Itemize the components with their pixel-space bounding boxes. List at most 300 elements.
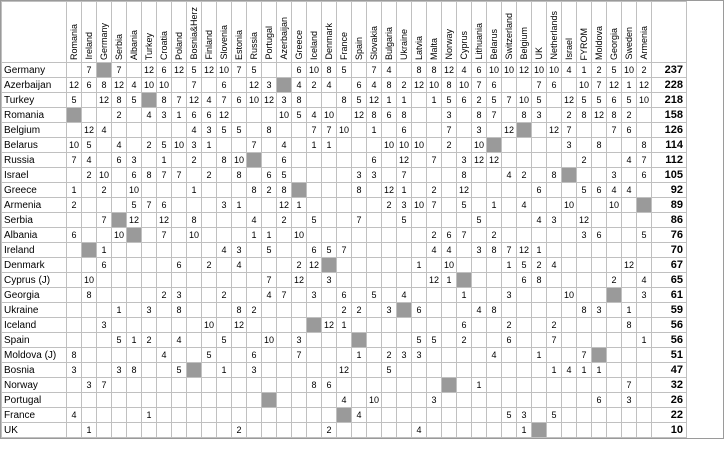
points-cell [127,108,142,123]
points-cell: 4 [337,393,352,408]
points-cell [322,153,337,168]
points-cell [322,198,337,213]
points-cell: 4 [457,63,472,78]
points-cell: 4 [157,348,172,363]
points-cell [532,363,547,378]
points-cell [202,243,217,258]
row-label: Cyprus (J) [2,273,67,288]
points-cell [307,348,322,363]
points-cell [397,228,412,243]
points-cell [307,303,322,318]
points-cell [532,378,547,393]
points-cell: 7 [472,78,487,93]
points-cell: 2 [592,63,607,78]
points-cell [412,378,427,393]
points-cell: 4 [607,183,622,198]
points-cell [217,183,232,198]
row-label: Moldova (J) [2,348,67,363]
points-cell [607,258,622,273]
points-cell: 7 [367,63,382,78]
points-cell: 6 [592,183,607,198]
points-cell [142,348,157,363]
points-cell [172,318,187,333]
points-cell: 7 [337,243,352,258]
points-cell [352,63,367,78]
points-cell: 8 [187,213,202,228]
row-label: Serbia [2,213,67,228]
points-cell [67,258,82,273]
points-cell [367,348,382,363]
row-label: Iceland [2,318,67,333]
points-cell [427,168,442,183]
points-cell: 12 [562,93,577,108]
points-cell: 4 [442,243,457,258]
row-total: 76 [652,228,687,243]
points-cell [277,393,292,408]
points-cell: 3 [592,303,607,318]
points-cell: 7 [97,378,112,393]
points-cell: 6 [382,108,397,123]
self-vote-cell [532,423,547,438]
points-cell [307,333,322,348]
points-cell [202,423,217,438]
points-cell [442,213,457,228]
points-cell [232,108,247,123]
points-cell: 3 [307,288,322,303]
points-cell: 10 [322,108,337,123]
points-cell [232,138,247,153]
points-cell [592,258,607,273]
points-cell [322,288,337,303]
points-cell [517,78,532,93]
points-cell [277,243,292,258]
points-cell: 8 [457,168,472,183]
points-cell: 8 [532,273,547,288]
points-cell: 12 [367,93,382,108]
points-cell [577,408,592,423]
points-cell [577,123,592,138]
points-cell: 8 [367,108,382,123]
points-cell: 4 [82,153,97,168]
points-cell: 6 [472,63,487,78]
points-cell [427,138,442,153]
points-cell: 2 [142,138,157,153]
points-cell [127,123,142,138]
points-cell: 5 [367,288,382,303]
row-total: 105 [652,168,687,183]
points-cell [217,423,232,438]
points-cell [67,273,82,288]
points-cell [292,123,307,138]
points-cell: 1 [592,363,607,378]
row-total: 86 [652,213,687,228]
column-header-azerbaijan: Azerbaijan [277,2,292,63]
points-cell [202,333,217,348]
points-cell [97,303,112,318]
points-cell: 7 [67,153,82,168]
points-cell [427,258,442,273]
points-cell [127,63,142,78]
self-vote-cell [487,138,502,153]
table-row-norway [2,378,687,393]
points-cell: 7 [502,93,517,108]
points-cell [427,288,442,303]
row-label: UK [2,423,67,438]
points-cell: 5 [262,243,277,258]
points-cell: 10 [307,63,322,78]
points-cell: 4 [262,288,277,303]
points-cell: 5 [172,363,187,378]
points-cell: 3 [187,138,202,153]
points-cell [232,228,247,243]
points-cell [637,348,652,363]
points-cell [307,93,322,108]
points-cell: 12 [202,63,217,78]
points-cell: 8 [442,78,457,93]
points-cell [502,423,517,438]
points-cell [502,138,517,153]
points-cell [337,183,352,198]
points-cell [202,213,217,228]
points-cell [577,138,592,153]
points-cell [502,378,517,393]
points-cell: 3 [382,303,397,318]
points-cell [562,213,577,228]
self-vote-cell [457,273,472,288]
points-cell [157,273,172,288]
points-cell: 4 [202,93,217,108]
table-row-russia [2,153,687,168]
points-cell [622,363,637,378]
points-cell [322,408,337,423]
points-cell [262,153,277,168]
points-cell [382,288,397,303]
points-cell [172,378,187,393]
points-cell [67,243,82,258]
points-cell [622,273,637,288]
points-cell: 1 [547,363,562,378]
column-header-georgia: Georgia [607,2,622,63]
points-cell [247,333,262,348]
points-cell [487,288,502,303]
row-total: 67 [652,258,687,273]
points-cell [82,213,97,228]
points-cell: 10 [292,228,307,243]
points-cell: 2 [547,318,562,333]
column-header-germany: Germany [97,2,112,63]
points-cell: 4 [472,303,487,318]
points-cell: 3 [397,198,412,213]
points-cell: 3 [427,393,442,408]
self-vote-cell [397,303,412,318]
points-cell: 8 [142,168,157,183]
points-cell: 1 [142,408,157,423]
points-cell: 6 [622,123,637,138]
column-header-portugal: Portugal [262,2,277,63]
points-cell: 6 [67,228,82,243]
points-cell: 8 [637,138,652,153]
points-cell [67,333,82,348]
points-cell [592,198,607,213]
points-cell [277,228,292,243]
column-header-poland: Poland [172,2,187,63]
self-vote-cell [262,393,277,408]
voting-matrix-header [2,2,687,63]
points-cell: 7 [352,213,367,228]
points-cell: 3 [232,243,247,258]
points-cell [562,183,577,198]
self-vote-cell [187,363,202,378]
points-cell: 8 [292,93,307,108]
points-cell: 7 [97,213,112,228]
points-cell [187,303,202,318]
points-cell [397,393,412,408]
points-cell: 4 [412,423,427,438]
points-cell [427,213,442,228]
points-cell: 12 [427,273,442,288]
points-cell: 4 [217,243,232,258]
points-cell [307,228,322,243]
points-cell [427,408,442,423]
points-cell: 12 [517,63,532,78]
points-cell [127,303,142,318]
points-cell [172,198,187,213]
points-cell [292,153,307,168]
self-vote-cell [307,318,322,333]
points-cell [97,423,112,438]
points-cell: 7 [532,78,547,93]
points-cell: 10 [277,108,292,123]
row-total: 61 [652,288,687,303]
column-header-slovenia: Slovenia [217,2,232,63]
row-total: 112 [652,153,687,168]
points-cell: 7 [457,228,472,243]
points-cell: 10 [247,93,262,108]
points-cell [217,228,232,243]
points-cell: 3 [127,153,142,168]
row-total: 114 [652,138,687,153]
points-cell: 3 [637,288,652,303]
points-cell: 1 [382,93,397,108]
points-cell [202,78,217,93]
points-cell: 4 [127,78,142,93]
column-header-belgium: Belgium [517,2,532,63]
column-header-spain: Spain [352,2,367,63]
table-row-azerbaijan [2,78,687,93]
points-cell [607,393,622,408]
points-cell: 2 [427,183,442,198]
points-cell [337,138,352,153]
column-header-finland: Finland [202,2,217,63]
points-cell [262,348,277,363]
self-vote-cell [352,333,367,348]
row-total: 56 [652,333,687,348]
points-cell [292,138,307,153]
points-cell: 10 [262,333,277,348]
points-cell [622,198,637,213]
points-cell [322,333,337,348]
table-row-belarus [2,138,687,153]
points-cell [637,393,652,408]
points-cell: 12 [157,213,172,228]
points-cell [127,378,142,393]
points-cell [157,363,172,378]
points-cell [517,348,532,363]
points-cell: 2 [142,333,157,348]
points-cell [82,333,97,348]
points-cell [577,258,592,273]
points-cell [502,198,517,213]
points-cell: 5 [577,183,592,198]
points-cell: 10 [67,138,82,153]
points-cell [82,303,97,318]
points-cell [592,378,607,393]
points-cell: 8 [67,348,82,363]
points-cell: 7 [592,78,607,93]
points-cell [397,378,412,393]
points-cell [457,378,472,393]
points-cell: 6 [127,168,142,183]
points-cell [247,288,262,303]
points-cell [577,288,592,303]
points-cell [472,348,487,363]
points-cell [262,363,277,378]
points-cell: 10 [607,198,622,213]
points-cell [142,363,157,378]
points-cell [532,123,547,138]
points-cell [442,183,457,198]
points-cell [97,393,112,408]
points-cell [457,363,472,378]
points-cell: 5 [217,123,232,138]
points-cell: 5 [412,333,427,348]
self-vote-cell [292,183,307,198]
points-cell [277,303,292,318]
points-cell [367,243,382,258]
points-cell [232,213,247,228]
self-vote-cell [112,213,127,228]
points-cell: 4 [562,363,577,378]
points-cell [67,168,82,183]
table-row-portugal [2,393,687,408]
points-cell [562,273,577,288]
points-cell: 10 [562,198,577,213]
points-cell [277,378,292,393]
column-header-denmark: Denmark [322,2,337,63]
points-cell [217,168,232,183]
points-cell [127,408,142,423]
points-cell [382,378,397,393]
points-cell [217,378,232,393]
points-cell: 4 [517,198,532,213]
points-cell [217,408,232,423]
points-cell [562,408,577,423]
points-cell [157,423,172,438]
self-vote-cell [277,78,292,93]
points-cell: 3 [607,168,622,183]
points-cell: 7 [577,348,592,363]
points-cell [562,78,577,93]
points-cell: 5 [472,213,487,228]
points-cell: 12 [547,123,562,138]
points-cell: 6 [457,93,472,108]
points-cell [232,183,247,198]
points-cell: 5 [637,228,652,243]
points-cell [172,408,187,423]
points-cell: 12 [412,78,427,93]
points-cell: 5 [337,63,352,78]
points-cell [472,273,487,288]
points-cell [217,318,232,333]
points-cell [277,63,292,78]
points-cell: 1 [487,198,502,213]
points-cell: 6 [397,123,412,138]
points-cell [562,153,577,168]
points-cell [517,153,532,168]
points-cell [577,378,592,393]
points-cell: 6 [532,183,547,198]
row-total: 32 [652,378,687,393]
points-cell: 2 [202,168,217,183]
points-cell [547,243,562,258]
points-cell: 1 [232,198,247,213]
points-cell: 4 [562,63,577,78]
points-cell: 3 [472,123,487,138]
points-cell: 8 [577,303,592,318]
points-cell [277,348,292,363]
points-cell [172,393,187,408]
points-cell [637,123,652,138]
points-cell [487,378,502,393]
points-cell: 10 [622,63,637,78]
points-cell: 12 [472,153,487,168]
points-cell [337,333,352,348]
points-cell: 1 [82,423,97,438]
points-cell: 6 [367,153,382,168]
points-cell [142,228,157,243]
points-cell [367,228,382,243]
table-row-germany [2,63,687,78]
points-cell: 10 [142,78,157,93]
points-cell: 4 [277,138,292,153]
points-cell [127,258,142,273]
row-total: 237 [652,63,687,78]
points-cell [352,228,367,243]
points-cell: 8 [397,108,412,123]
points-cell: 10 [397,138,412,153]
points-cell [142,183,157,198]
table-row-armenia [2,198,687,213]
points-cell: 4 [67,408,82,423]
points-cell [397,63,412,78]
row-label: Belgium [2,123,67,138]
points-cell [337,213,352,228]
points-cell [547,108,562,123]
points-cell [352,393,367,408]
points-cell: 4 [547,258,562,273]
column-header-israel: Israel [562,2,577,63]
points-cell [562,303,577,318]
points-cell [337,153,352,168]
points-cell [382,408,397,423]
points-cell [412,363,427,378]
points-cell [262,318,277,333]
points-cell: 1 [337,318,352,333]
row-total: 56 [652,318,687,333]
points-cell: 6 [592,393,607,408]
points-cell: 10 [547,63,562,78]
column-header-france: France [337,2,352,63]
